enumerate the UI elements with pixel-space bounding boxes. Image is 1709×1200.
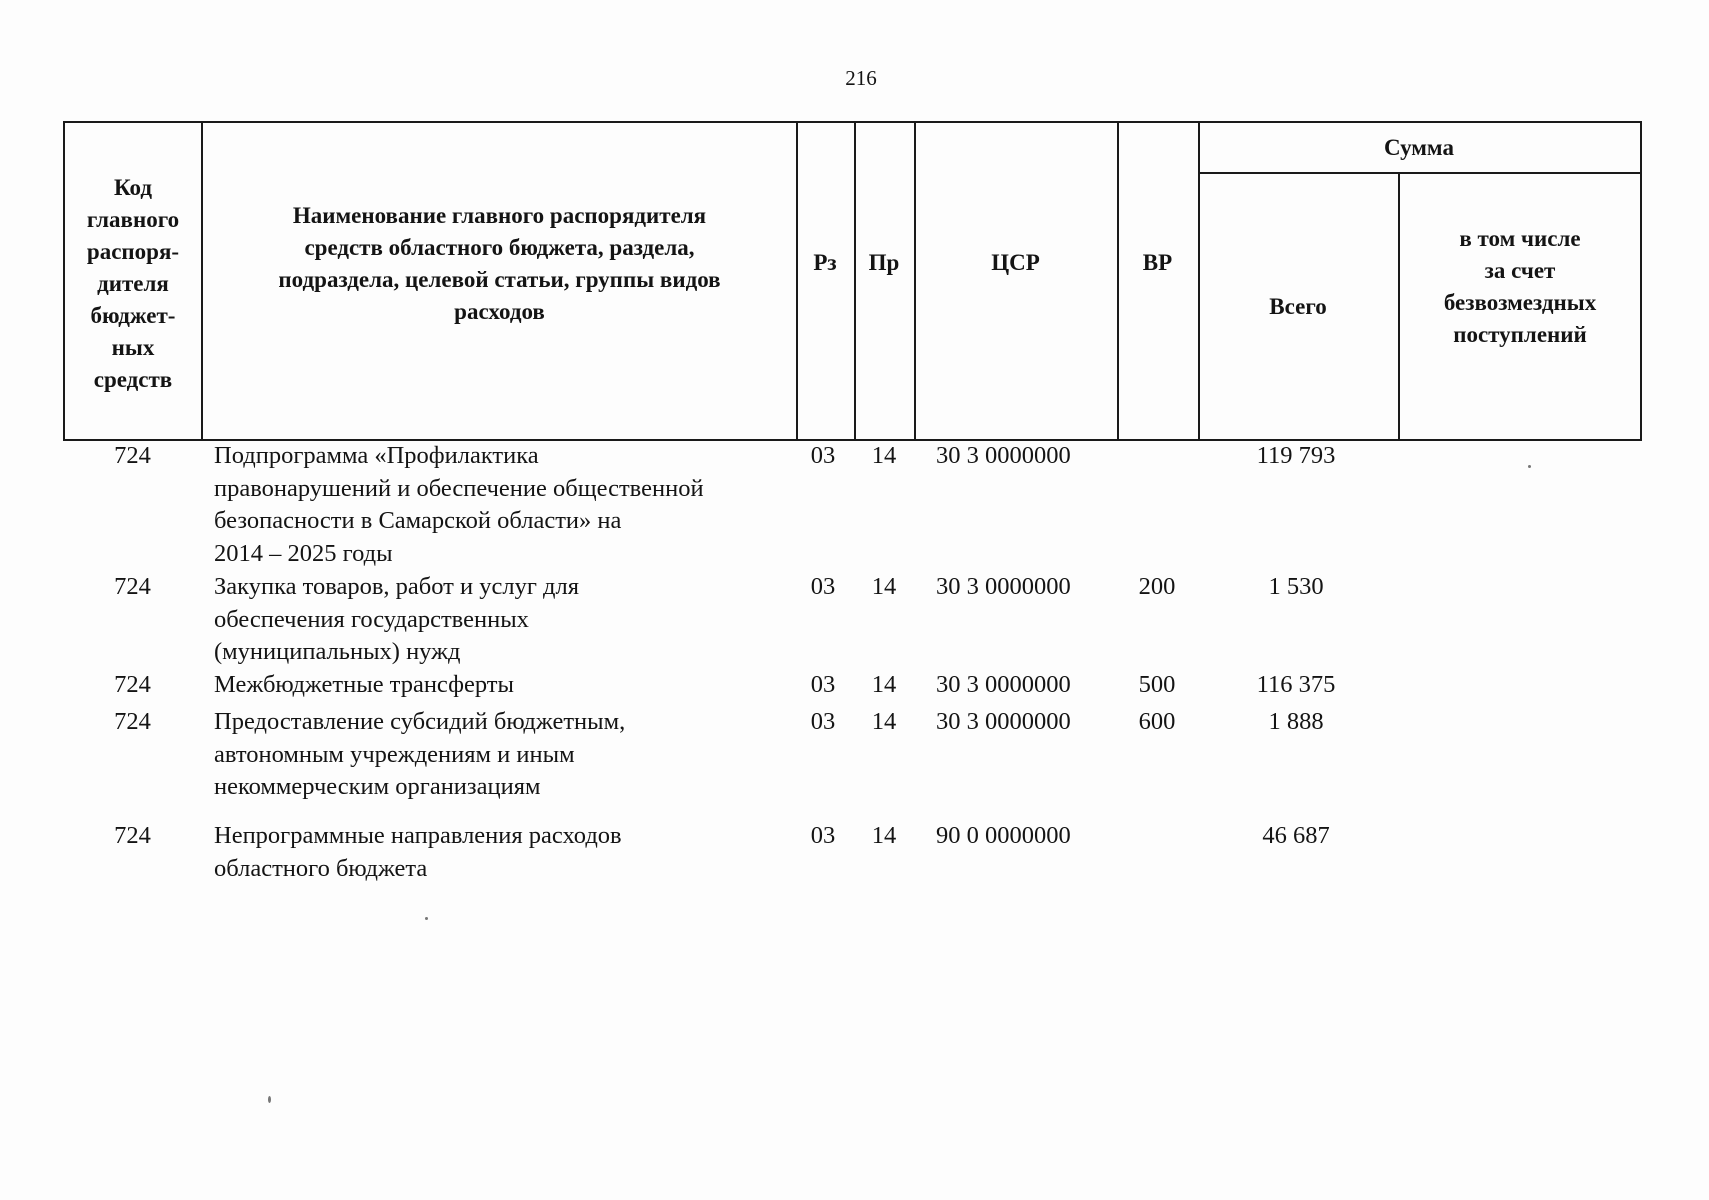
header-rz: Рз: [813, 250, 837, 275]
row-name: Межбюджетные трансферты: [214, 671, 514, 698]
row-name: Предоставление субсидий бюджетным, автономным учреждениям и иным некоммерческим организациям: [214, 708, 626, 800]
row-csr: 30 3 0000000: [936, 442, 1071, 469]
header-pr: Пр: [868, 250, 900, 275]
row-pr: 14: [871, 671, 897, 698]
row-csr: 30 3 0000000: [936, 708, 1071, 735]
row-csr: 30 3 0000000: [936, 573, 1071, 600]
row-vr: 500: [1138, 671, 1176, 698]
row-rz: 03: [810, 442, 836, 469]
row-total: 46 687: [1262, 822, 1330, 849]
row-code: 724: [114, 708, 151, 735]
row-code: 724: [114, 671, 151, 698]
row-total: 119 793: [1256, 442, 1336, 469]
header-sum: Сумма: [1384, 134, 1454, 160]
row-total: 1 888: [1268, 708, 1324, 735]
row-total: 116 375: [1256, 671, 1336, 698]
page-number: 216: [845, 66, 877, 90]
header-incl: в том числе за счет безвозмездных поступлений: [1443, 225, 1597, 347]
row-rz: 03: [810, 573, 836, 600]
scan-speck: [1528, 465, 1531, 468]
row-name: Непрограммные направления расходов областного бюджета: [214, 822, 622, 882]
header-code: Код главного распоря- дителя бюджет- ных средств: [86, 175, 180, 392]
scan-speck: [268, 1096, 271, 1103]
table-header: [63, 121, 1642, 441]
row-csr: 30 3 0000000: [936, 671, 1071, 698]
row-name: Подпрограмма «Профилактика правонарушений и обеспечение общественной безопасности в Самарской области» на 2014 – 2025 годы: [214, 442, 704, 567]
scan-speck: [425, 917, 428, 920]
row-pr: 14: [871, 708, 897, 735]
header-total: Всего: [1269, 293, 1327, 319]
row-code: 724: [114, 442, 151, 469]
row-rz: 03: [810, 708, 836, 735]
row-rz: 03: [810, 822, 836, 849]
row-code: 724: [114, 573, 151, 600]
row-rz: 03: [810, 671, 836, 698]
row-vr: 200: [1138, 573, 1176, 600]
row-name: Закупка товаров, работ и услуг для обеспечения государственных (муниципальных) нужд: [214, 573, 579, 665]
row-code: 724: [114, 822, 151, 849]
row-vr: 600: [1138, 708, 1176, 735]
header-vr: ВР: [1142, 250, 1173, 275]
row-pr: 14: [871, 442, 897, 469]
header-name: Наименование главного распорядителя средств областного бюджета, раздела, подраздела, целевой статьи, группы видов расходов: [278, 203, 721, 324]
row-total: 1 530: [1268, 573, 1324, 600]
row-pr: 14: [871, 573, 897, 600]
row-pr: 14: [871, 822, 897, 849]
row-csr: 90 0 0000000: [936, 822, 1071, 849]
header-csr: ЦСР: [991, 250, 1040, 275]
